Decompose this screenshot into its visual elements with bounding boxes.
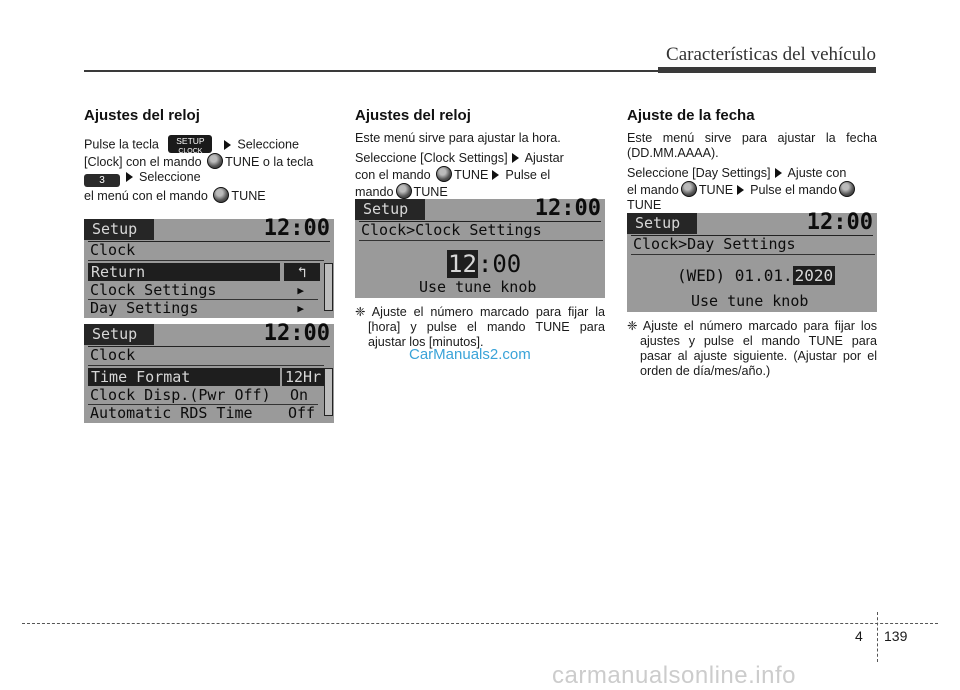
text: Seleccione [Clock Settings] — [355, 151, 508, 165]
value-clock-disp: On — [290, 386, 309, 404]
watermark: CarManuals2.com — [409, 346, 531, 363]
setup-key-label: SETUP — [176, 136, 205, 146]
tune-knob-icon — [436, 166, 452, 182]
text: [Clock] con el mando — [84, 155, 202, 169]
footer-divider — [877, 612, 878, 662]
menu-item-time-format: Time Format — [88, 368, 280, 386]
screen-setup-label: Setup — [627, 213, 697, 234]
header-bar — [658, 67, 876, 73]
text: Pulse el mando — [750, 183, 837, 197]
value-automatic-rds: Off — [288, 404, 316, 422]
header-rule — [84, 70, 658, 72]
text: TUNE — [454, 168, 489, 182]
screen-title: Clock>Clock Settings — [361, 221, 542, 239]
header-title: Características del vehículo — [666, 44, 876, 65]
date-value: (WED) 01.01. — [677, 266, 793, 285]
screen-setup-label: Setup — [355, 199, 425, 220]
chevron-right-icon: ▶ — [297, 284, 304, 297]
text: Ajuste con — [787, 166, 847, 180]
date-edit — [677, 265, 835, 287]
screen-clock-submenu — [84, 321, 334, 423]
screen-divider — [88, 260, 324, 261]
screen-divider — [88, 365, 324, 366]
key-3-icon: 3 — [84, 174, 120, 187]
screen-title: Clock>Day Settings — [633, 235, 796, 253]
screen-clock-settings — [355, 196, 605, 298]
screen-divider — [359, 240, 603, 241]
column-clock-menu — [84, 108, 334, 209]
text: Este menú sirve para ajustar la hora. — [355, 131, 561, 145]
text: TUNE — [698, 183, 734, 197]
footer-rule — [22, 623, 938, 624]
arrow-icon — [737, 185, 744, 195]
tune-knob-icon — [207, 153, 223, 169]
page-number: 139 — [884, 628, 908, 644]
section-number: 4 — [855, 628, 863, 644]
year-value: 2020 — [794, 266, 834, 285]
menu-item-automatic-rds: Automatic RDS Time — [90, 404, 253, 422]
heading-clock-menu: Ajustes del reloj — [84, 107, 200, 124]
heading-clock-settings: Ajustes del reloj — [355, 107, 471, 124]
time-edit — [447, 249, 521, 279]
text: el mando — [627, 183, 679, 197]
clock-key-label: CLOCK — [178, 147, 203, 155]
chevron-right-icon: ▶ — [297, 302, 304, 315]
arrow-icon — [126, 172, 133, 182]
screen-title: Clock — [90, 241, 136, 259]
tune-knob-icon — [213, 187, 229, 203]
tune-knob-icon — [396, 183, 412, 199]
hour-value: 12 — [448, 250, 477, 278]
heading-day-settings: Ajuste de la fecha — [627, 107, 755, 124]
hint-text: Use tune knob — [419, 278, 537, 296]
text: Pulse el — [505, 168, 551, 182]
text: TUNE o la tecla — [225, 155, 314, 169]
text: Seleccione [Day Settings] — [627, 166, 771, 180]
screen-clock-menu — [84, 216, 334, 318]
footer-watermark: carmanualsonline.info — [552, 662, 796, 689]
tune-knob-icon — [681, 181, 697, 197]
menu-item-return: Return — [88, 263, 280, 281]
text: TUNE — [231, 189, 266, 203]
minute-value: :00 — [477, 250, 522, 278]
screen-day-settings — [627, 210, 877, 312]
scrollbar — [324, 263, 333, 311]
text: Pulse la tecla — [84, 137, 159, 152]
arrow-icon — [775, 168, 782, 178]
setup-clock-key-icon — [168, 135, 212, 153]
text: mando — [355, 185, 394, 199]
text: TUNE — [413, 185, 448, 199]
screen-setup-label: Setup — [84, 324, 154, 345]
return-icon: ↰ — [284, 263, 320, 281]
note-date — [627, 319, 877, 384]
text: con el mando — [355, 168, 431, 182]
menu-item-clock-disp: Clock Disp.(Pwr Off) — [90, 386, 271, 404]
screen-divider — [631, 254, 875, 255]
screen-title: Clock — [90, 346, 136, 364]
screen-time: 12:00 — [534, 196, 601, 221]
text: Seleccione — [237, 137, 300, 152]
menu-item-day-settings: Day Settings — [90, 299, 199, 317]
scrollbar — [324, 368, 333, 416]
arrow-icon — [512, 153, 519, 163]
screen-time: 12:00 — [806, 210, 873, 235]
menu-item-clock-settings: Clock Settings — [90, 281, 217, 299]
column-day-settings — [627, 108, 877, 218]
text: el menú con el mando — [84, 189, 208, 203]
text: Seleccione — [139, 170, 201, 184]
screen-time: 12:00 — [263, 321, 330, 346]
value-time-format: 12Hr — [282, 368, 324, 386]
text: TUNE — [627, 198, 662, 212]
hint-text: Use tune knob — [691, 292, 809, 310]
arrow-icon — [224, 140, 231, 150]
screen-setup-label: Setup — [84, 219, 154, 240]
tune-knob-icon — [839, 181, 855, 197]
column-clock-settings — [355, 108, 605, 205]
screen-time: 12:00 — [263, 216, 330, 241]
text: Este menú sirve para ajustar la fecha (DD.MM.AAAA). — [627, 131, 877, 160]
text: Ajustar — [524, 151, 564, 165]
note-text: ❈ Ajuste el número marcado para fijar la [hora] y pulse el mando TUNE para ajustar los [minutos]. — [355, 305, 605, 349]
note-text: ❈ Ajuste el número marcado para fijar los ajustes y pulse el mando TUNE para pasar al ajuste siguiente. (Ajustar por el orden de día/mes/año.) — [627, 319, 877, 378]
arrow-icon — [492, 170, 499, 180]
